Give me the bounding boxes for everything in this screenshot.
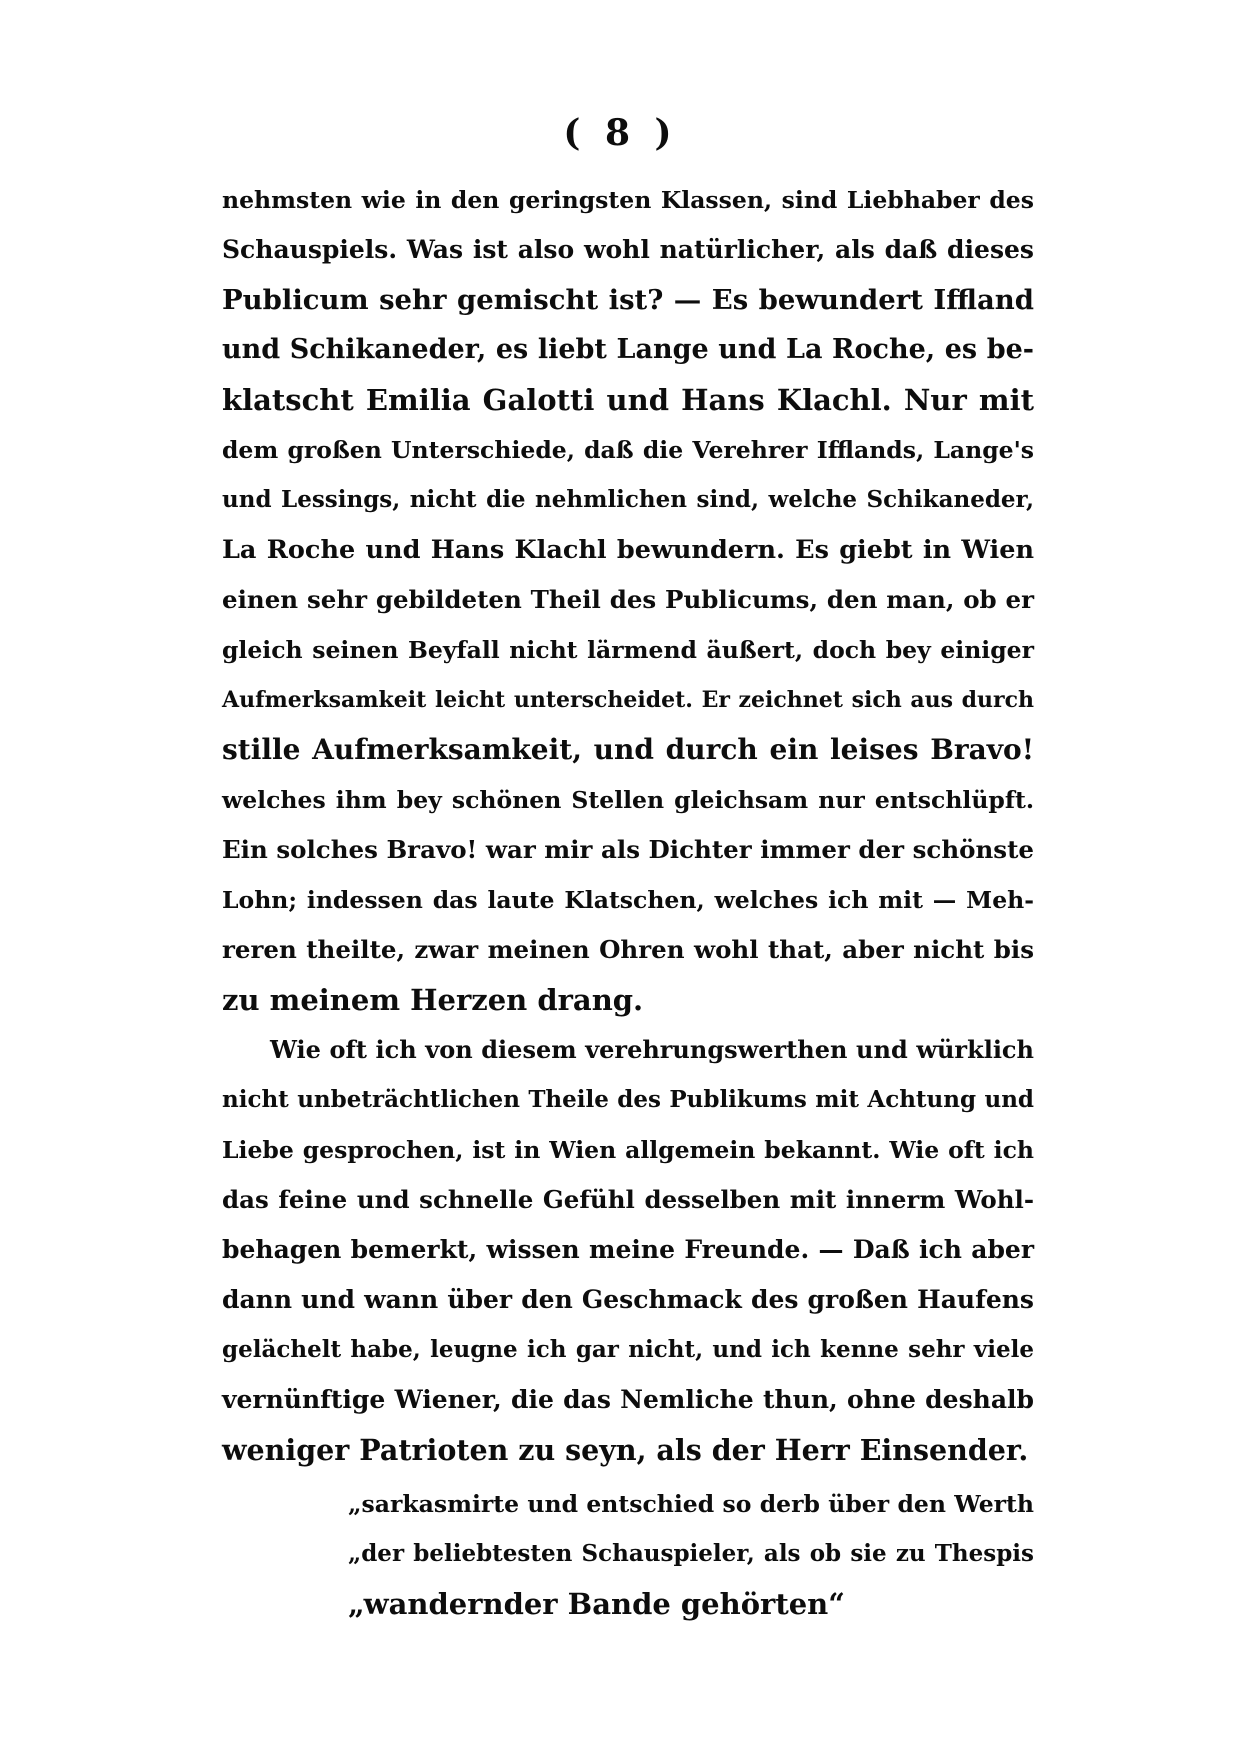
paragraph-1-line: welches ihm bey schönen Stellen gleichsam nur entschlüpft. [222, 786, 1034, 814]
paragraph-2-line: vernünftige Wiener, die das Nemliche thun, ohne deshalb [222, 1385, 1034, 1414]
paragraph-2-line: nicht unbeträchtlichen Theile des Publikums mit Achtung und [222, 1086, 1034, 1113]
paragraph-2-line: weniger Patrioten zu seyn, als der Herr Einsender. [222, 1433, 1029, 1467]
paragraph-2-line: Wie oft ich von diesem verehrungswerthen und würklich [270, 1035, 1034, 1064]
paragraph-1-line: Aufmerksamkeit leicht unterscheidet. Er zeichnet sich aus durch [222, 687, 1034, 713]
quotation-line: „wandernder Bande gehörten“ [348, 1587, 845, 1621]
quotation-line: „der beliebtesten Schauspieler, als ob sie zu Thespis [348, 1540, 1034, 1567]
paragraph-1-line: und Schikaneder, es liebt Lange und La Roche, es be- [222, 334, 1034, 365]
paragraph-1-line: La Roche und Hans Klachl bewundern. Es giebt in Wien [222, 535, 1034, 565]
quotation-line: „sarkasmirte und entschied so derb über den Werth [348, 1490, 1034, 1518]
paragraph-1-line: Ein solches Bravo! war mir als Dichter immer der schönste [222, 835, 1034, 864]
paragraph-2-line: behagen bemerkt, wissen meine Freunde. — Daß ich aber [222, 1235, 1034, 1264]
paragraph-1-line: klatscht Emilia Galotti und Hans Klachl. Nur mit [222, 383, 1034, 417]
paragraph-1-line: und Lessings, nicht die nehmlichen sind, welche Schikaneder, [222, 486, 1034, 513]
paragraph-1-line: reren theilte, zwar meinen Ohren wohl that, aber nicht bis [222, 935, 1034, 964]
paragraph-1-line: Schauspiels. Was ist also wohl natürlicher, als daß dieses [222, 235, 1034, 264]
page-number: ( 8 ) [563, 112, 678, 154]
paragraph-1-line: gleich seinen Beyfall nicht lärmend äußert, doch bey einiger [222, 636, 1034, 664]
paragraph-1-line: Lohn; indessen das laute Klatschen, welches ich mit — Meh- [222, 886, 1034, 914]
paragraph-1-line: nehmsten wie in den geringsten Klassen, sind Liebhaber des [222, 186, 1034, 214]
paragraph-1-line: stille Aufmerksamkeit, und durch ein leises Bravo! [222, 733, 1034, 766]
paragraph-2-line: das feine und schnelle Gefühl desselben mit innerm Wohl- [222, 1185, 1034, 1214]
paragraph-1-line: Publicum sehr gemischt ist? — Es bewundert Iffland [222, 284, 1034, 316]
paragraph-2-line: dann und wann über den Geschmack des großen Haufens [222, 1285, 1034, 1314]
paragraph-1-line: zu meinem Herzen drang. [222, 983, 644, 1017]
paragraph-1-line: dem großen Unterschiede, daß die Verehrer Ifflands, Lange's [222, 436, 1034, 464]
paragraph-2-line: Liebe gesprochen, ist in Wien allgemein bekannt. Wie oft ich [222, 1136, 1034, 1164]
paragraph-1-line: einen sehr gebildeten Theil des Publicums, den man, ob er [222, 585, 1034, 614]
paragraph-2-line: gelächelt habe, leugne ich gar nicht, und ich kenne sehr viele [222, 1336, 1034, 1363]
